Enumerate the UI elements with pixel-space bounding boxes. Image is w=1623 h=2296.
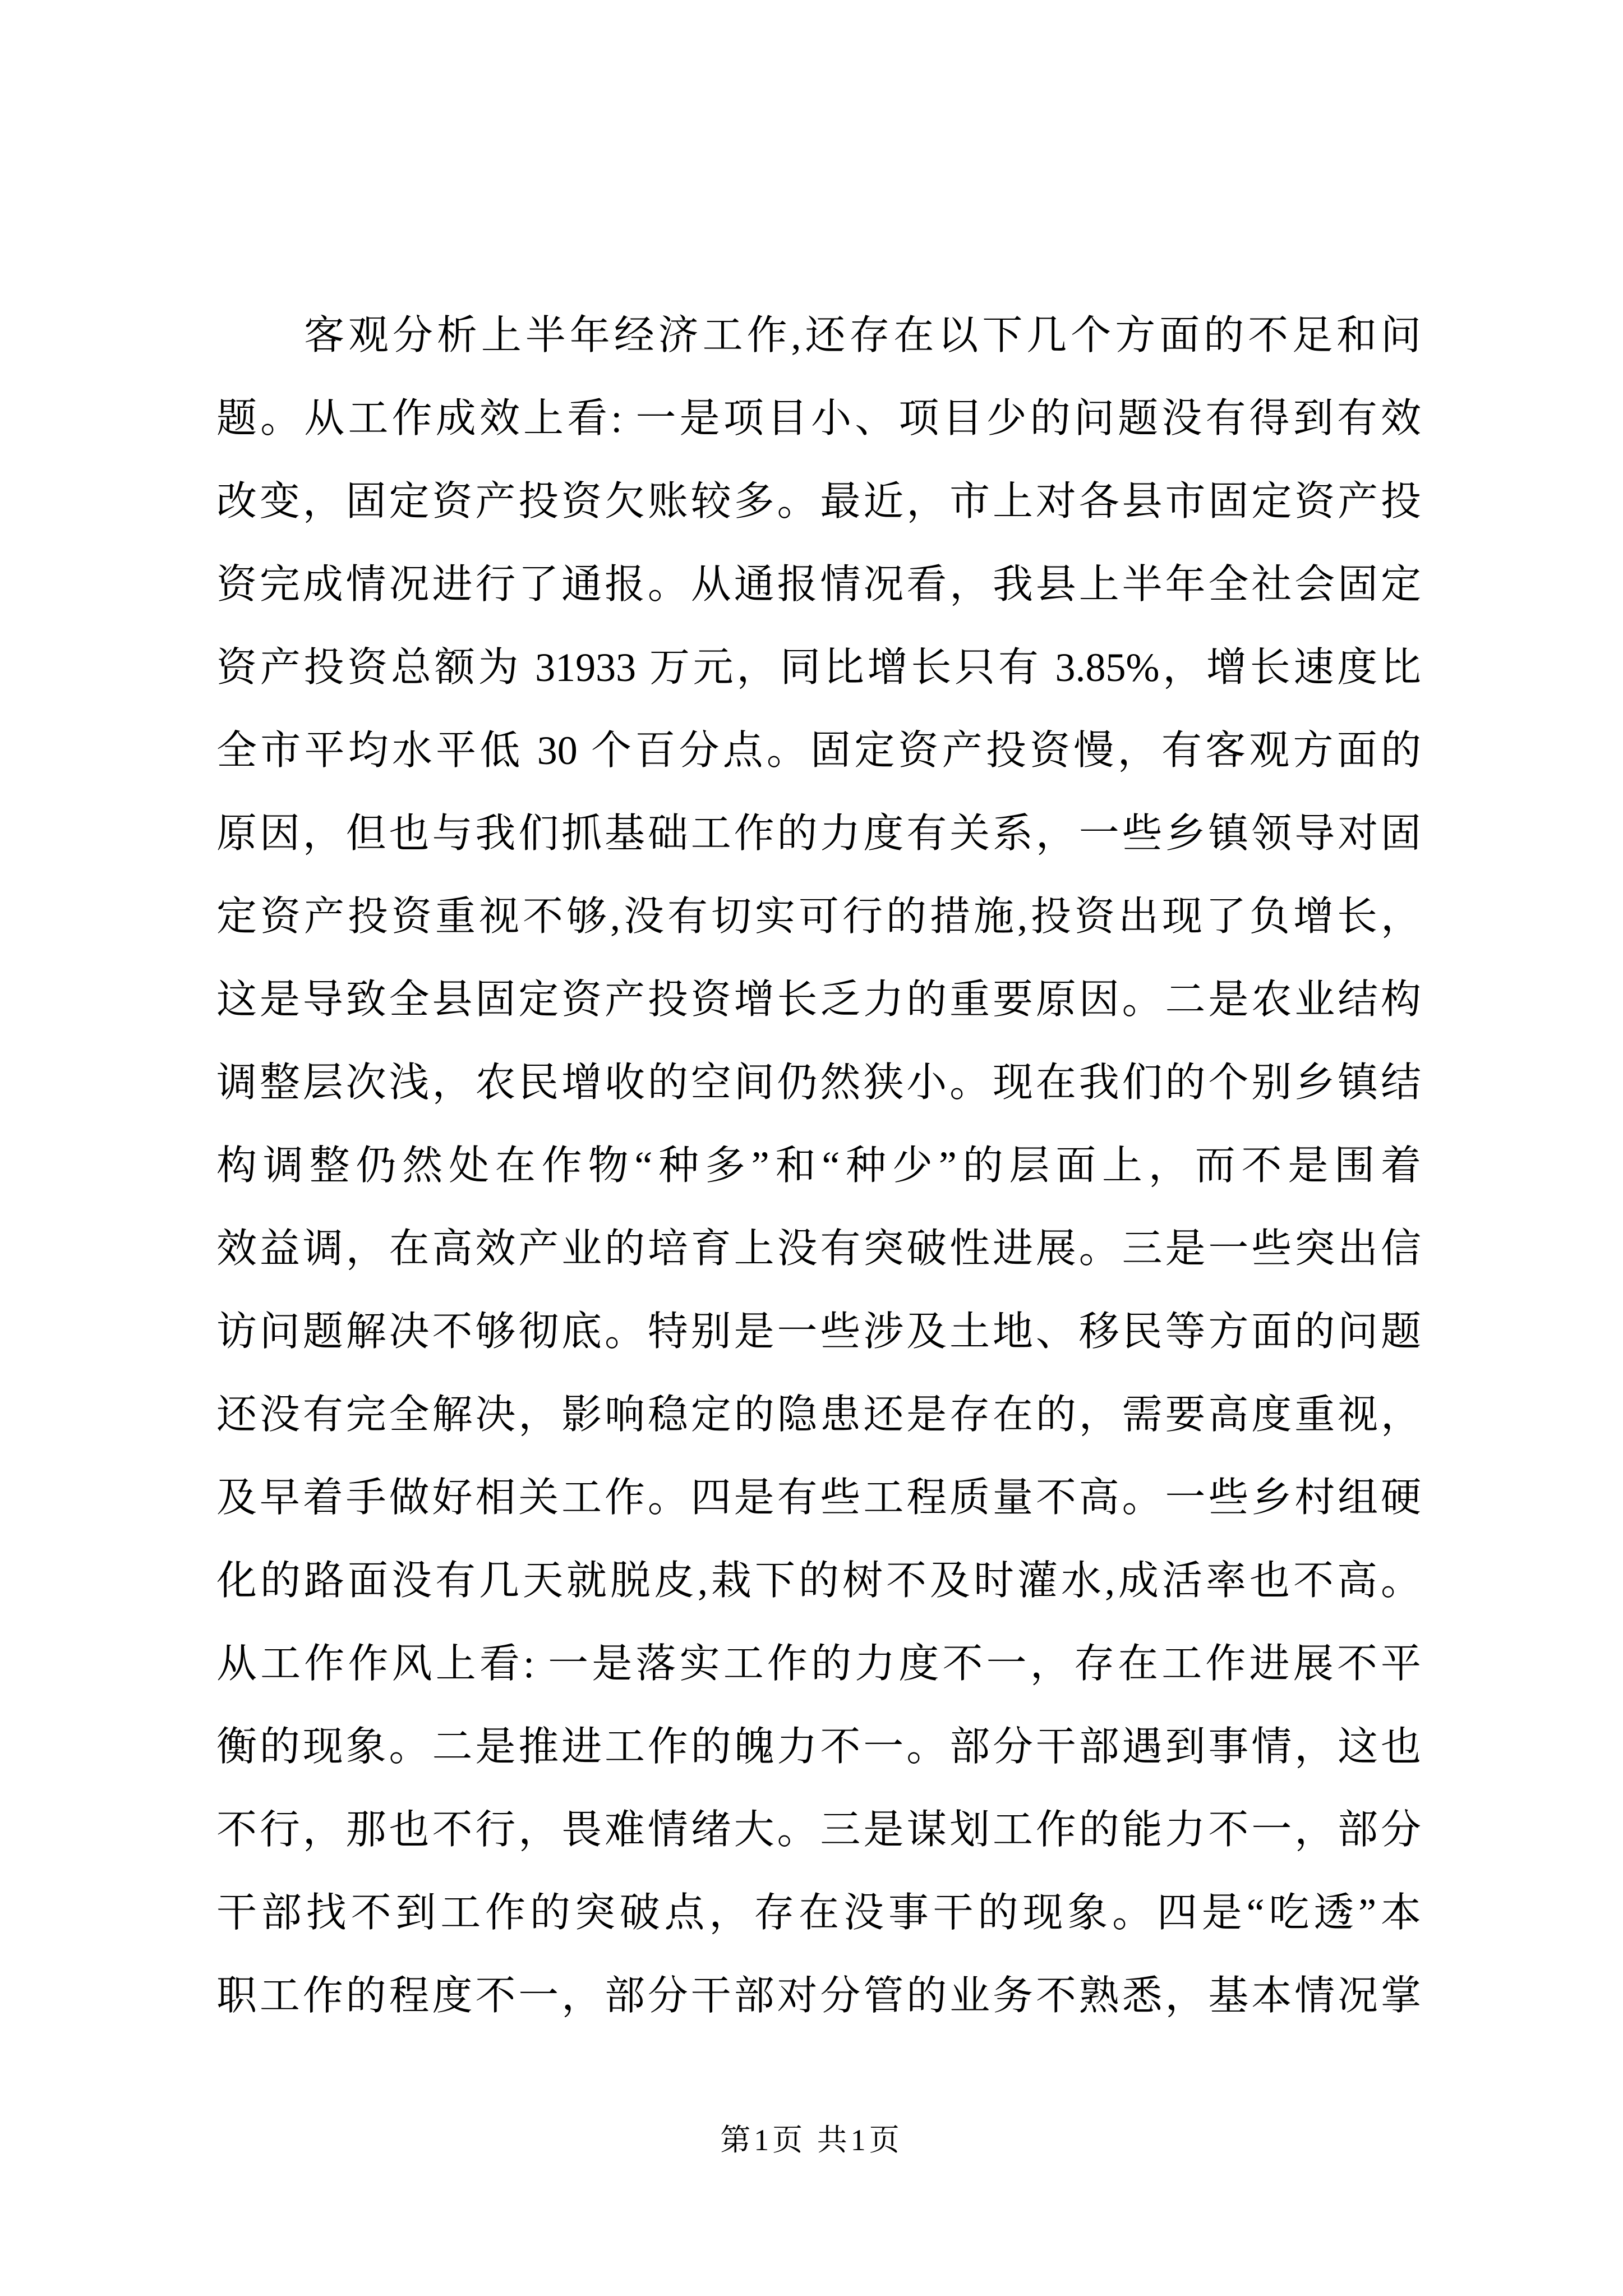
text-line: 原因，但也与我们抓基础工作的力度有关系，一些乡镇领导对固 [216, 811, 1421, 856]
text-line: 题。从工作成效上看: 一是项目小、项目少的问题没有得到有效 [216, 396, 1421, 441]
text-line: 调整层次浅，农民增收的空间仍然狭小。现在我们的个别乡镇结 [216, 1060, 1421, 1105]
text-line: 全市平均水平低 30 个百分点。固定资产投资慢，有客观方面的 [216, 728, 1421, 773]
text-line: 这是导致全县固定资产投资增长乏力的重要原因。二是农业结构 [216, 977, 1421, 1022]
text-line: 构调整仍然处在作物“种多”和“种少”的层面上，而不是围着 [216, 1143, 1421, 1188]
page-footer [0, 2119, 1623, 2161]
text-line: 干部找不到工作的突破点，存在没事干的现象。四是“吃透”本 [216, 1890, 1421, 1935]
text-line: 资产投资总额为 31933 万元，同比增长只有 3.85%，增长速度比 [216, 645, 1421, 690]
text-line: 化的路面没有几天就脱皮,栽下的树不及时灌水,成活率也不高。 [216, 1558, 1421, 1603]
text-line: 客观分析上半年经济工作,还存在以下几个方面的不足和问 [304, 313, 1421, 358]
text-line: 不行，那也不行，畏难情绪大。三是谋划工作的能力不一，部分 [216, 1807, 1421, 1852]
text-line: 改变，固定资产投资欠账较多。最近，市上对各县市固定资产投 [216, 479, 1421, 524]
text-line: 定资产投资重视不够,没有切实可行的措施,投资出现了负增长， [216, 894, 1421, 939]
text-line: 衡的现象。二是推进工作的魄力不一。部分干部遇到事情，这也 [216, 1724, 1421, 1769]
page-number: 第1页 共1页 [720, 2123, 903, 2157]
text-line: 职工作的程度不一，部分干部对分管的业务不熟悉，基本情况掌 [216, 1973, 1421, 2018]
text-line: 还没有完全解决，影响稳定的隐患还是存在的，需要高度重视， [216, 1392, 1421, 1437]
text-line: 资完成情况进行了通报。从通报情况看，我县上半年全社会固定 [216, 562, 1421, 607]
document-body [216, 294, 1421, 2037]
text-line: 效益调，在高效产业的培育上没有突破性进展。三是一些突出信 [216, 1226, 1421, 1271]
text-line: 从工作作风上看: 一是落实工作的力度不一，存在工作进展不平 [216, 1641, 1421, 1686]
text-line: 访问题解决不够彻底。特别是一些涉及土地、移民等方面的问题 [216, 1309, 1421, 1354]
text-line: 及早着手做好相关工作。四是有些工程质量不高。一些乡村组硬 [216, 1475, 1421, 1520]
